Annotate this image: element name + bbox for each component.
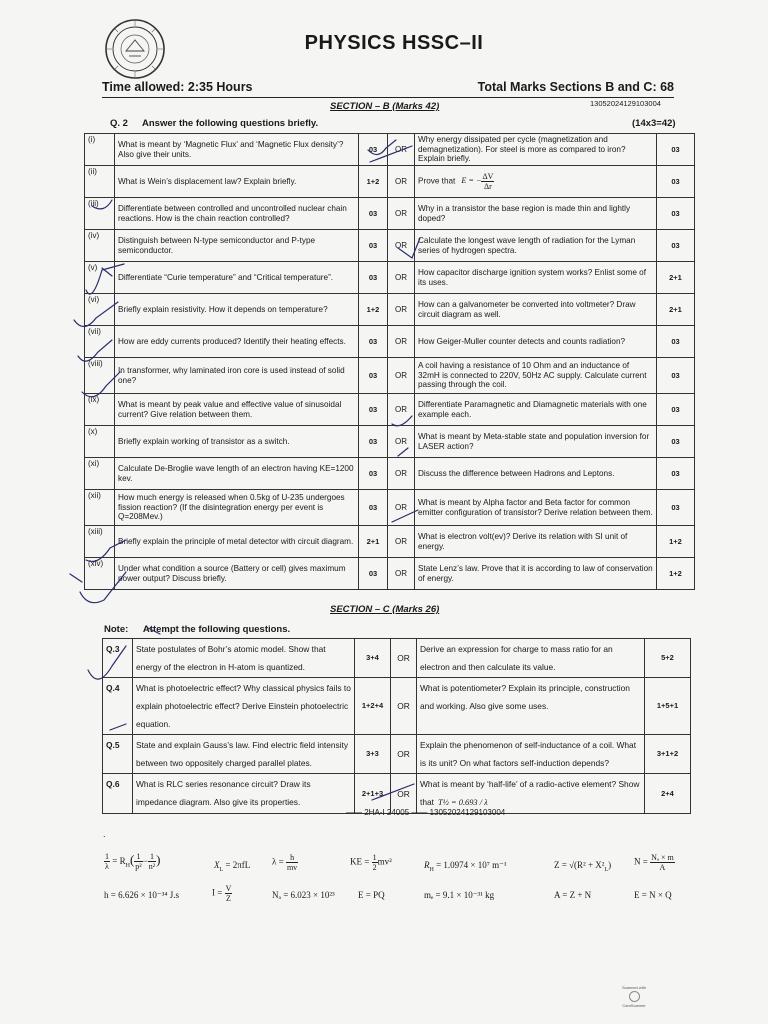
stamp-line-1: Scanned with — [621, 985, 646, 990]
marks-right: 03 — [657, 426, 695, 458]
time-allowed: Time allowed: 2:35 Hours — [102, 80, 253, 94]
marks-left: 1+2+4 — [355, 678, 391, 735]
question-left: State and explain Gauss’s law. Find electric field intensity between two oppositely charged parallel plates. — [133, 735, 355, 774]
page-title: PHYSICS HSSC–II — [304, 32, 484, 54]
or-label: OR — [388, 326, 415, 358]
marks-left: 03 — [359, 134, 388, 166]
n-num: Nₐ × m — [651, 853, 674, 862]
z-sub: L — [604, 866, 609, 873]
question-number: (xiv) — [85, 558, 115, 590]
question-right-text: How capacitor discharge ignition system works? Enlist some of its uses. — [418, 268, 646, 287]
marks-left: 3+4 — [355, 639, 391, 678]
marks-right: 03 — [657, 458, 695, 490]
formula-n — [634, 853, 675, 872]
question-number: (xii) — [85, 490, 115, 526]
rh-rhs: = 1.0974 × 10⁷ m⁻¹ — [436, 860, 507, 870]
question-left: Briefly explain resistivity. How it depends on temperature? — [115, 294, 359, 326]
question-number: (xiii) — [85, 526, 115, 558]
question-left: What is meant by ‘Magnetic Flux’ and ‘Magnetic Flux density’? Also give their units. — [115, 134, 359, 166]
question-right-text: Discuss the difference between Hadrons and Leptons. — [418, 468, 615, 478]
i-num: V — [225, 884, 232, 893]
marks-left: 03 — [359, 198, 388, 230]
marks-left: 03 — [359, 558, 388, 590]
question-right — [417, 678, 645, 735]
marks-left: 03 — [359, 358, 388, 394]
table-row — [85, 558, 695, 590]
marks-right: 1+5+1 — [645, 678, 691, 735]
or-label: OR — [388, 394, 415, 426]
table-row — [85, 326, 695, 358]
question-left: What is photoelectric effect? Why classical physics fails to explain photoelectric effect? Derive Einstein photoelectric equation. — [133, 678, 355, 735]
question-right — [417, 639, 645, 678]
formula-avogadro: Nₐ = 6.023 × 10²³ — [272, 890, 335, 900]
lambda-num: h — [286, 853, 298, 863]
marks-right: 2+1 — [657, 262, 695, 294]
or-label: OR — [388, 294, 415, 326]
question-right — [415, 262, 657, 294]
ke-den: 2 — [372, 863, 377, 872]
marks-right: 1+2 — [657, 558, 695, 590]
ke-num: 1 — [372, 853, 377, 862]
ke-lhs: KE = — [350, 856, 370, 867]
question-right — [415, 490, 657, 526]
question-number: Q.5 — [103, 735, 133, 774]
rydberg-b-num: 1 — [148, 852, 156, 862]
question-left: What is RLC series resonance circuit? Draw its impedance diagram. Also give its properties. — [133, 774, 355, 814]
or-label: OR — [391, 678, 417, 735]
paper-code: —— 2HA-I 24005 —— 13052024129103004 — [346, 808, 506, 817]
question-left: In transformer, why laminated iron core is used instead of solid one? — [115, 358, 359, 394]
marks-right: 03 — [657, 490, 695, 526]
question-number: (v) — [85, 262, 115, 294]
table-row — [85, 358, 695, 394]
question-right — [415, 358, 657, 394]
camscanner-icon — [629, 991, 640, 1002]
question-right-text: Prove that — [418, 176, 456, 186]
or-label: OR — [388, 198, 415, 230]
q2-instruction: Answer the following questions briefly. — [142, 118, 319, 129]
table-row — [85, 262, 695, 294]
question-left: Distinguish between N-type semiconductor and P-type semiconductor. — [115, 230, 359, 262]
question-number: Q.4 — [103, 678, 133, 735]
marks-left: 03 — [359, 490, 388, 526]
pen-mark-xiii-b — [70, 574, 82, 582]
question-left: What is meant by peak value and effective value of sinusoidal current? Give relation between them. — [115, 394, 359, 426]
formula-ke — [350, 853, 392, 872]
or-label: OR — [388, 458, 415, 490]
question-right-text: Differentiate Paramagnetic and Diamagnetic materials with one example each. — [418, 400, 647, 419]
question-left: Calculate De-Broglie wave length of an electron having KE=1200 kev. — [115, 458, 359, 490]
question-left: Differentiate between controlled and uncontrolled nuclear chain reactions. How is the chain reaction controlled? — [115, 198, 359, 230]
i-den: Z — [226, 894, 231, 903]
marks-left: 03 — [359, 230, 388, 262]
marks-right: 03 — [657, 134, 695, 166]
question-right-text: A coil having a resistance of 10 Ohm and an inductance of 32mH is connected to 220V, 50Hz AC supply. Calculate current passing through the coil. — [418, 361, 647, 390]
marks-left: 03 — [359, 426, 388, 458]
formula-mass-number: A = Z + N — [554, 890, 592, 900]
question-right — [415, 326, 657, 358]
marks-left: 03 — [359, 326, 388, 358]
table-row — [85, 394, 695, 426]
question-right-text: Calculate the longest wave length of radiation for the Lyman series of hydrogen spectra. — [418, 236, 636, 255]
question-number: (ix) — [85, 394, 115, 426]
q2-label: Q. 2 — [110, 118, 128, 129]
rydberg-a-num: 1 — [134, 852, 142, 862]
question-number: (ii) — [85, 166, 115, 198]
table-row — [85, 426, 695, 458]
formula-rh — [424, 860, 507, 873]
lambda-den: mv — [286, 863, 298, 872]
ke-rhs: mv² — [377, 856, 392, 867]
or-label: OR — [388, 166, 415, 198]
question-number: (vi) — [85, 294, 115, 326]
formula-impedance — [554, 860, 611, 873]
table-row — [85, 294, 695, 326]
question-number: (iii) — [85, 198, 115, 230]
formula-planck: h = 6.626 × 10⁻³⁴ J.s — [104, 890, 179, 900]
marks-right: 03 — [657, 326, 695, 358]
question-left: Under what condition a source (Battery or cell) gives maximum power output? Discuss briefly. — [115, 558, 359, 590]
rh-symbol: R — [424, 860, 430, 870]
rydberg-mid: = R — [112, 856, 126, 866]
q2-total: (14x3=42) — [632, 118, 676, 129]
question-left: What is Wein’s displacement law? Explain briefly. — [115, 166, 359, 198]
question-right — [415, 230, 657, 262]
z-close: ) — [608, 860, 612, 870]
question-right-text: What is electron volt(ev)? Derive its relation with SI unit of energy. — [418, 532, 628, 551]
formula-debroglie — [272, 853, 298, 872]
question-number: (vii) — [85, 326, 115, 358]
question-number: (x) — [85, 426, 115, 458]
marks-left: 2+1 — [359, 526, 388, 558]
table-row — [85, 198, 695, 230]
question-number: Q.6 — [103, 774, 133, 814]
question-number: (iv) — [85, 230, 115, 262]
xl-rhs: = 2πfL — [225, 860, 251, 870]
note-text: Attempt the following questions. — [142, 624, 291, 635]
rydberg-lhs-num: 1 — [105, 852, 109, 862]
marks-right: 03 — [657, 230, 695, 262]
marks-right: 03 — [657, 198, 695, 230]
marks-left: 3+3 — [355, 735, 391, 774]
marks-right: 03 — [657, 394, 695, 426]
or-label: OR — [391, 735, 417, 774]
question-right — [415, 394, 657, 426]
question-right-text: Why energy dissipated per cycle (magnetization and demagnetization). For steel is more as compared to iron? Explain briefly. — [418, 135, 626, 164]
z-expr: Z = √(R² + X² — [554, 860, 605, 870]
question-right — [415, 198, 657, 230]
or-label: OR — [388, 426, 415, 458]
question-number: (i) — [85, 134, 115, 166]
section-c-note — [104, 624, 290, 635]
question-right — [415, 458, 657, 490]
or-label: OR — [391, 639, 417, 678]
marks-left: 1+2 — [359, 166, 388, 198]
rydberg-a-den: p² — [135, 862, 142, 872]
n-lhs: N = — [634, 856, 648, 867]
lambda-lhs: λ = — [272, 856, 284, 867]
time-marks-row — [102, 80, 674, 98]
or-label: OR — [388, 558, 415, 590]
xl-sub: L — [219, 866, 224, 873]
table-row — [103, 639, 691, 678]
question-right — [415, 558, 657, 590]
prove-den: Δr — [484, 182, 492, 191]
formula-current — [212, 884, 232, 903]
question-right — [415, 526, 657, 558]
note-label: Note: — [104, 624, 129, 635]
i-lhs: I = — [212, 887, 223, 898]
table-row — [85, 490, 695, 526]
marks-right: 03 — [657, 358, 695, 394]
marks-right: 5+2 — [645, 639, 691, 678]
scanner-stamp — [620, 985, 648, 1008]
half-life-formula: T½ = 0.693 / λ — [437, 798, 488, 807]
question-right — [415, 294, 657, 326]
question-left: How much energy is released when 0.5kg of U-235 undergoes fission reaction? (If the disintegration energy per event is Q=208Mev.) — [115, 490, 359, 526]
rydberg-sub: H — [125, 862, 130, 869]
marks-right: 1+2 — [657, 526, 695, 558]
question-left: State postulates of Bohr’s atomic model. Show that energy of the electron in H-atom is quantized. — [133, 639, 355, 678]
section-b-code: 13052024129103004 — [590, 99, 661, 108]
or-label: OR — [388, 526, 415, 558]
question-right-text: Why in a transistor the base region is made thin and lightly doped? — [418, 204, 631, 223]
question-right — [415, 426, 657, 458]
question-right-text: Explain the phenomenon of self-inductance of a coil. What is its unit? On what factors self-induction depends? — [420, 740, 637, 768]
table-row — [85, 230, 695, 262]
question-number: (viii) — [85, 358, 115, 394]
question-right-text: State Lenz’s law. Prove that it is according to law of conservation of energy. — [418, 564, 653, 583]
question-number: Q.3 — [103, 639, 133, 678]
total-marks: Total Marks Sections B and C: 68 — [477, 80, 674, 94]
question-number: (xi) — [85, 458, 115, 490]
question-left: Differentiate “Curie temperature” and “Critical temperature”. — [115, 262, 359, 294]
question-right-text: What is meant by Alpha factor and Beta factor for common emitter configuration of transistor? Derive relation between them. — [418, 498, 653, 517]
xl-symbol: X — [214, 860, 220, 870]
question-right-text: What is potentiometer? Explain its principle, construction and working. Also give some uses. — [420, 683, 630, 711]
marks-right: 2+4 — [645, 774, 691, 814]
or-label: OR — [388, 490, 415, 526]
question-right-text: How Geiger-Muller counter detects and counts radiation? — [418, 336, 626, 346]
rydberg-lhs-den: λ — [105, 862, 109, 872]
formula-rydberg: $\frac{1}{\lambda}$ = $R_H$( $\frac{1}{\text{p²}}$ − $\frac{1}{\text{n²}}$ ) — [105, 852, 161, 872]
marks-left: 03 — [359, 458, 388, 490]
table-row — [85, 458, 695, 490]
formula-xl — [214, 860, 250, 873]
prove-num: ΔV — [482, 172, 494, 181]
table-row — [85, 166, 695, 198]
question-right — [415, 166, 657, 198]
or-label: OR — [391, 774, 417, 814]
marks-right: 03 — [657, 166, 695, 198]
formula-electron-mass: mₑ = 9.1 × 10⁻³¹ kg — [424, 890, 495, 900]
or-label: OR — [388, 262, 415, 294]
or-label: OR — [388, 230, 415, 262]
formula-enq: E = N × Q — [634, 890, 672, 900]
table-row — [103, 735, 691, 774]
table-row — [85, 526, 695, 558]
prove-lhs: E = − — [461, 176, 482, 186]
question-right-text: What is meant by ‘half-life’ of a radio-active element? Show that — [420, 779, 640, 807]
marks-right: 3+1+2 — [645, 735, 691, 774]
question-right — [417, 735, 645, 774]
marks-left: 2+1+3 — [355, 774, 391, 814]
question-right — [415, 134, 657, 166]
stamp-line-2: CamScanner — [622, 1003, 646, 1008]
section-c-heading: SECTION – C (Marks 26) — [330, 604, 440, 615]
marks-left: 1+2 — [359, 294, 388, 326]
question-right-text: Derive an expression for charge to mass ratio for an electron and then calculate its value. — [420, 644, 613, 672]
question-left: Briefly explain the principle of metal detector with circuit diagram. — [115, 526, 359, 558]
section-b-table — [84, 133, 695, 590]
rydberg-b-den: n² — [148, 862, 156, 872]
question-left: How are eddy currents produced? Identify their heating effects. — [115, 326, 359, 358]
question-left: Briefly explain working of transistor as a switch. — [115, 426, 359, 458]
marks-left: 03 — [359, 394, 388, 426]
table-row — [103, 678, 691, 735]
n-den: A — [659, 863, 666, 872]
rh-sub: H — [429, 866, 434, 873]
table-row — [85, 134, 695, 166]
question-right-text: What is meant by Meta-stable state and population inversion for LASER action? — [418, 432, 650, 451]
or-label: OR — [388, 358, 415, 394]
footer-dot: . — [103, 829, 106, 839]
question-right-text: How can a galvanometer be converted into voltmeter? Draw circuit diagram as well. — [418, 300, 636, 319]
or-label: OR — [388, 134, 415, 166]
marks-right: 2+1 — [657, 294, 695, 326]
section-b-heading: SECTION – B (Marks 42) — [330, 101, 440, 112]
marks-left: 03 — [359, 262, 388, 294]
section-c-table — [102, 638, 691, 814]
formula-epq: E = PQ — [358, 890, 385, 900]
